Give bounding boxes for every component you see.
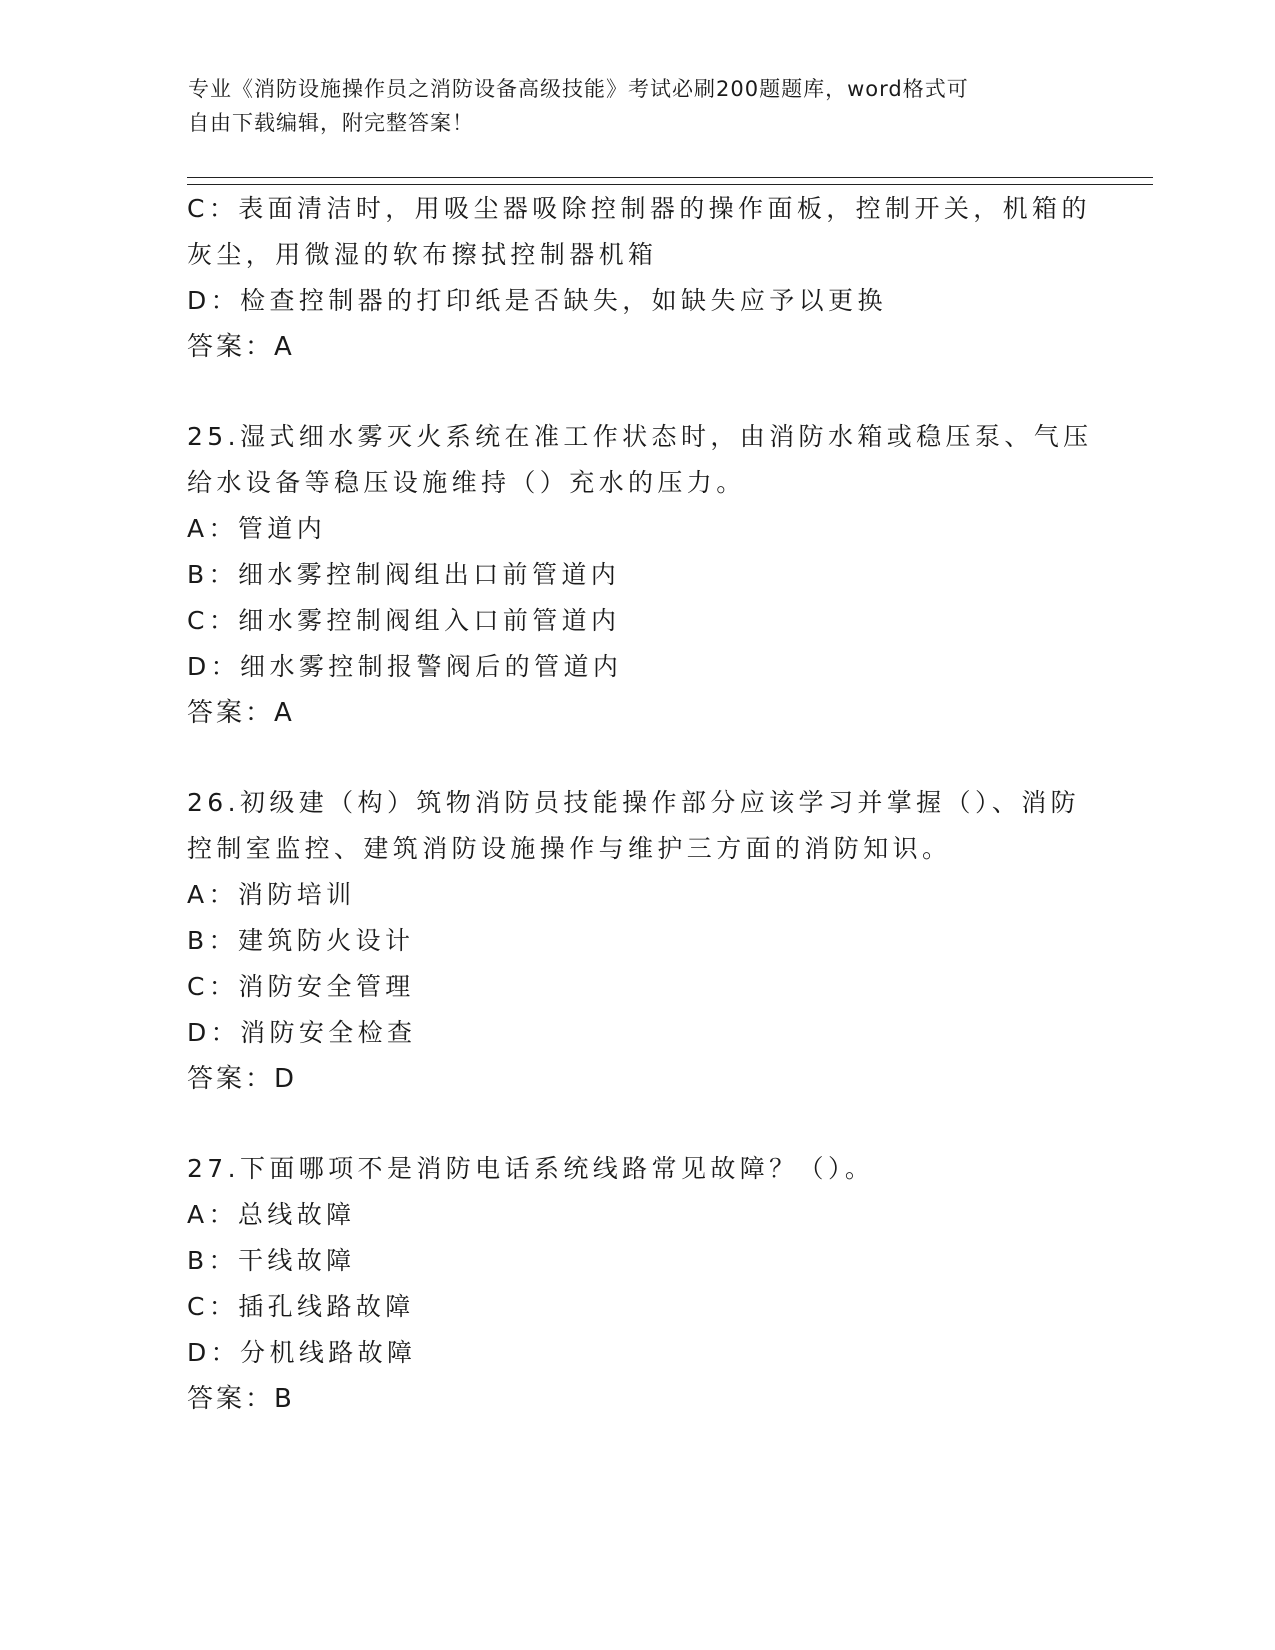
option-a: A：消防培训 <box>187 880 356 909</box>
question-stem-continued: 给水设备等稳压设施维持（）充水的压力。 <box>187 468 746 497</box>
question-26 <box>187 780 1087 1102</box>
answer: 答案：A <box>187 332 295 362</box>
document-body <box>187 186 1093 1422</box>
header-divider-top <box>187 177 1153 178</box>
header-line-1: 专业《消防设施操作员之消防设备高级技能》考试必刷200题题库，word格式可 <box>188 77 969 101</box>
document-header <box>188 72 1068 140</box>
option-c: C：表面清洁时，用吸尘器吸除控制器的操作面板，控制开关，机箱的 <box>187 194 1091 223</box>
answer: 答案：A <box>187 698 295 728</box>
option-c: C：细水雾控制阀组入口前管道内 <box>187 606 621 635</box>
option-d: D：分机线路故障 <box>187 1338 417 1367</box>
question-25 <box>187 414 1093 736</box>
option-b: B：细水雾控制阀组出口前管道内 <box>187 560 621 589</box>
question-stem: 25.湿式细水雾灭火系统在准工作状态时，由消防水箱或稳压泵、气压 <box>187 422 1093 451</box>
option-d: D：检查控制器的打印纸是否缺失，如缺失应予以更换 <box>187 286 887 315</box>
question-stem: 27.下面哪项不是消防电话系统线路常见故障？（）。 <box>187 1154 875 1183</box>
option-a: A：管道内 <box>187 514 327 543</box>
answer: 答案：B <box>187 1384 295 1414</box>
question-24-continued <box>187 186 1091 370</box>
option-a: A：总线故障 <box>187 1200 356 1229</box>
header-divider-bottom <box>187 184 1153 185</box>
question-stem: 26.初级建（构）筑物消防员技能操作部分应该学习并掌握（）、消防 <box>187 788 1081 817</box>
option-b: B：干线故障 <box>187 1246 356 1275</box>
option-d: D：消防安全检查 <box>187 1018 417 1047</box>
header-line-2: 自由下载编辑，附完整答案！ <box>188 111 474 135</box>
option-d: D：细水雾控制报警阀后的管道内 <box>187 652 623 681</box>
question-27 <box>187 1146 1087 1422</box>
option-c: C：消防安全管理 <box>187 972 415 1001</box>
option-c-continued: 灰尘，用微湿的软布擦拭控制器机箱 <box>187 240 658 269</box>
option-c: C：插孔线路故障 <box>187 1292 415 1321</box>
question-stem-continued: 控制室监控、建筑消防设施操作与维护三方面的消防知识。 <box>187 834 952 863</box>
option-b: B：建筑防火设计 <box>187 926 415 955</box>
answer: 答案：D <box>187 1064 298 1094</box>
